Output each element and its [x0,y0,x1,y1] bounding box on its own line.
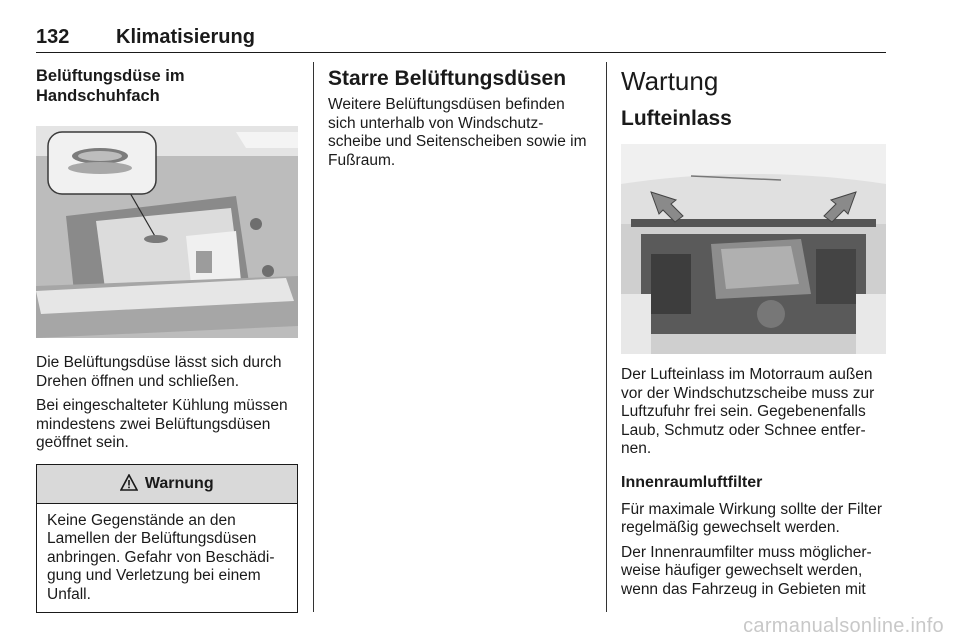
cabin-filter-paragraph-2: Der Innenraumfilter muss möglicher-weise häufiger gewechselt werden, wenn das Fahrzeug in Gebieten mit [621,543,872,598]
fixed-vents-paragraph: Weitere Belüftungsdüsen befinden sich unterhalb von Windschutz-scheibe und Seitenscheiben sowie im Fußraum. [328,96,587,169]
watermark: carmanualsonline.info [743,615,944,637]
cabin-filter-paragraph-1: Für maximale Wirkung sollte der Filter regelmäßig gewechselt werden. [621,500,882,536]
column-divider [313,62,314,612]
air-intake-heading: Lufteinlass [621,107,732,130]
glovebox-vent-illustration [36,126,298,338]
glovebox-vent-paragraph-2: Bei eingeschalteter Kühlung müssen mindestens zwei Belüftungsdüsen geöffnet sein. [36,397,288,451]
warning-text: Keine Gegenstände an den Lamellen der Belüftungsdüsen anbringen. Gefahr von Beschädi-gung und Verletzung bei einem Unfall. [47,511,275,603]
glovebox-vent-heading: Belüftungsdüse im Handschuhfach [36,67,185,105]
warning-header [37,465,297,504]
air-intake-paragraph: Der Lufteinlass im Motorraum außen vor der Windschutzscheibe muss zur Luftzufuhr frei sein. Gegebenenfalls Laub, Schmutz oder Schnee entfer-nen. [621,366,875,457]
glovebox-vent-paragraph-1: Die Belüftungsdüse lässt sich durch Drehen öffnen und schließen. [36,354,282,390]
warning-box [36,464,298,614]
warning-body [37,504,297,613]
maintenance-heading: Wartung [621,66,719,96]
engine-bay-illustration [621,144,886,354]
column-left [36,66,298,613]
page-number: 132 [36,26,70,48]
warning-title: Warnung [144,474,214,492]
column-middle [328,66,590,170]
column-divider [606,62,607,612]
warning-triangle-icon [120,474,138,491]
fixed-vents-heading: Starre Belüftungsdüsen [328,67,567,90]
chapter-title: Klimatisierung [116,26,255,48]
column-right [621,66,886,599]
cabin-filter-heading: Innenraumluftfilter [621,473,763,491]
page-header [36,26,886,53]
